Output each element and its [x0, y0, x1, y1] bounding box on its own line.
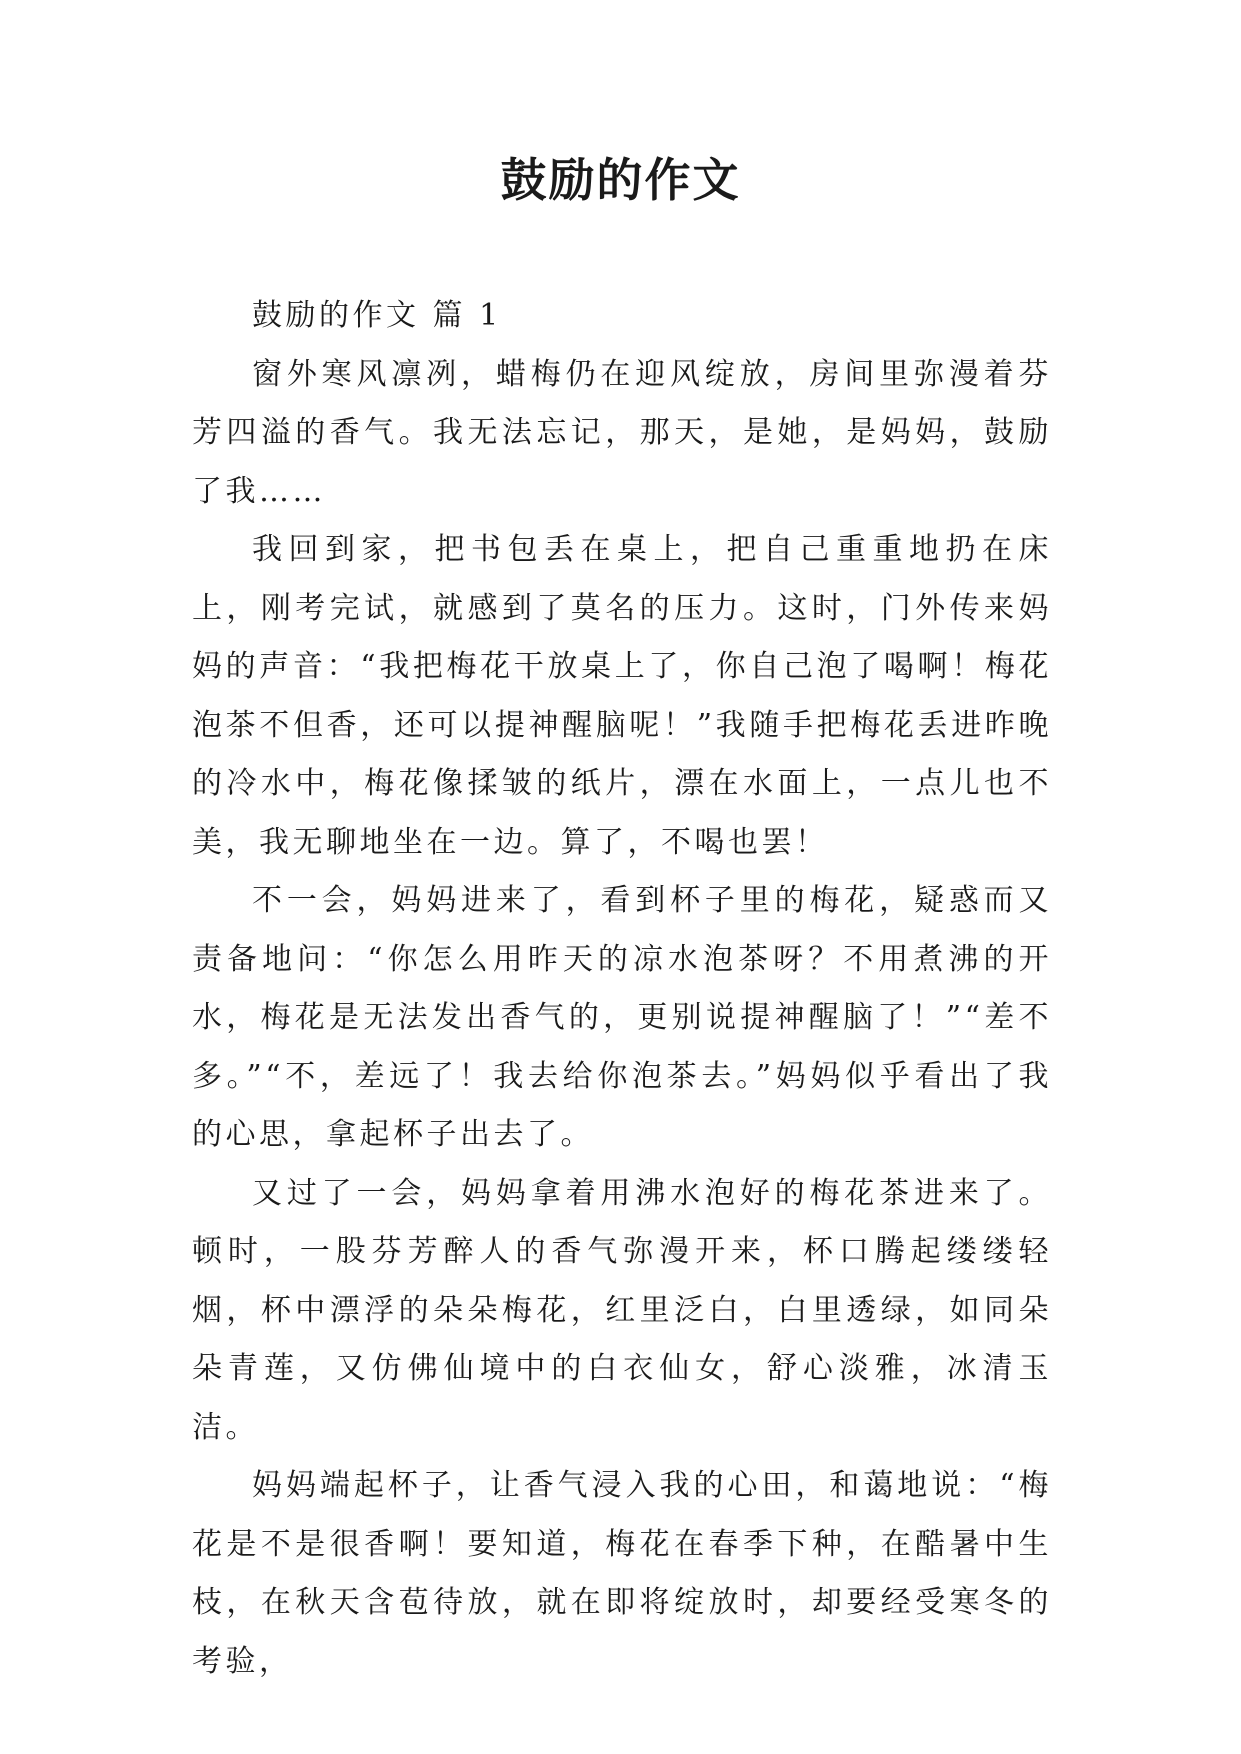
document-body: [192, 287, 1052, 1691]
paragraph: 又过了一会，妈妈拿着用沸水泡好的梅花茶进来了。顿时，一股芬芳醉人的香气弥漫开来，杯口腾起缕缕轻烟，杯中漂浮的朵朵梅花，红里泛白，白里透绿，如同朵朵青莲，又仿佛仙境中的白衣仙女，舒心淡雅，冰清玉洁。: [192, 1175, 1052, 1445]
section-heading: 鼓励的作文 篇 1: [252, 298, 502, 333]
paragraph: 妈妈端起杯子，让香气浸入我的心田，和蔼地说：“梅花是不是很香啊！要知道，梅花在春季下种，在酷暑中生枝，在秋天含苞待放，就在即将绽放时，却要经受寒冬的考验，: [192, 1468, 1052, 1679]
paragraph: 我回到家，把书包丢在桌上，把自己重重地扔在床上，刚考完试，就感到了莫名的压力。这时，门外传来妈妈的声音：“我把梅花干放桌上了，你自己泡了喝啊！梅花泡茶不但香，还可以提神醒脑呢！”我随手把梅花丢进昨晚的冷水中，梅花像揉皱的纸片，漂在水面上，一点儿也不美，我无聊地坐在一边。算了，不喝也罢！: [192, 532, 1052, 860]
paragraph: 窗外寒风凛冽，蜡梅仍在迎风绽放，房间里弥漫着芬芳四溢的香气。我无法忘记，那天，是她，是妈妈，鼓励了我……: [192, 356, 1052, 509]
document-title: 鼓励的作文: [500, 153, 741, 207]
paragraph: 不一会，妈妈进来了，看到杯子里的梅花，疑惑而又责备地问：“你怎么用昨天的凉水泡茶呀？不用煮沸的开水，梅花是无法发出香气的，更别说提神醒脑了！”“差不多。”“不，差远了！我去给你泡茶去。”妈妈似乎看出了我的心思，拿起杯子出去了。: [192, 883, 1052, 1152]
